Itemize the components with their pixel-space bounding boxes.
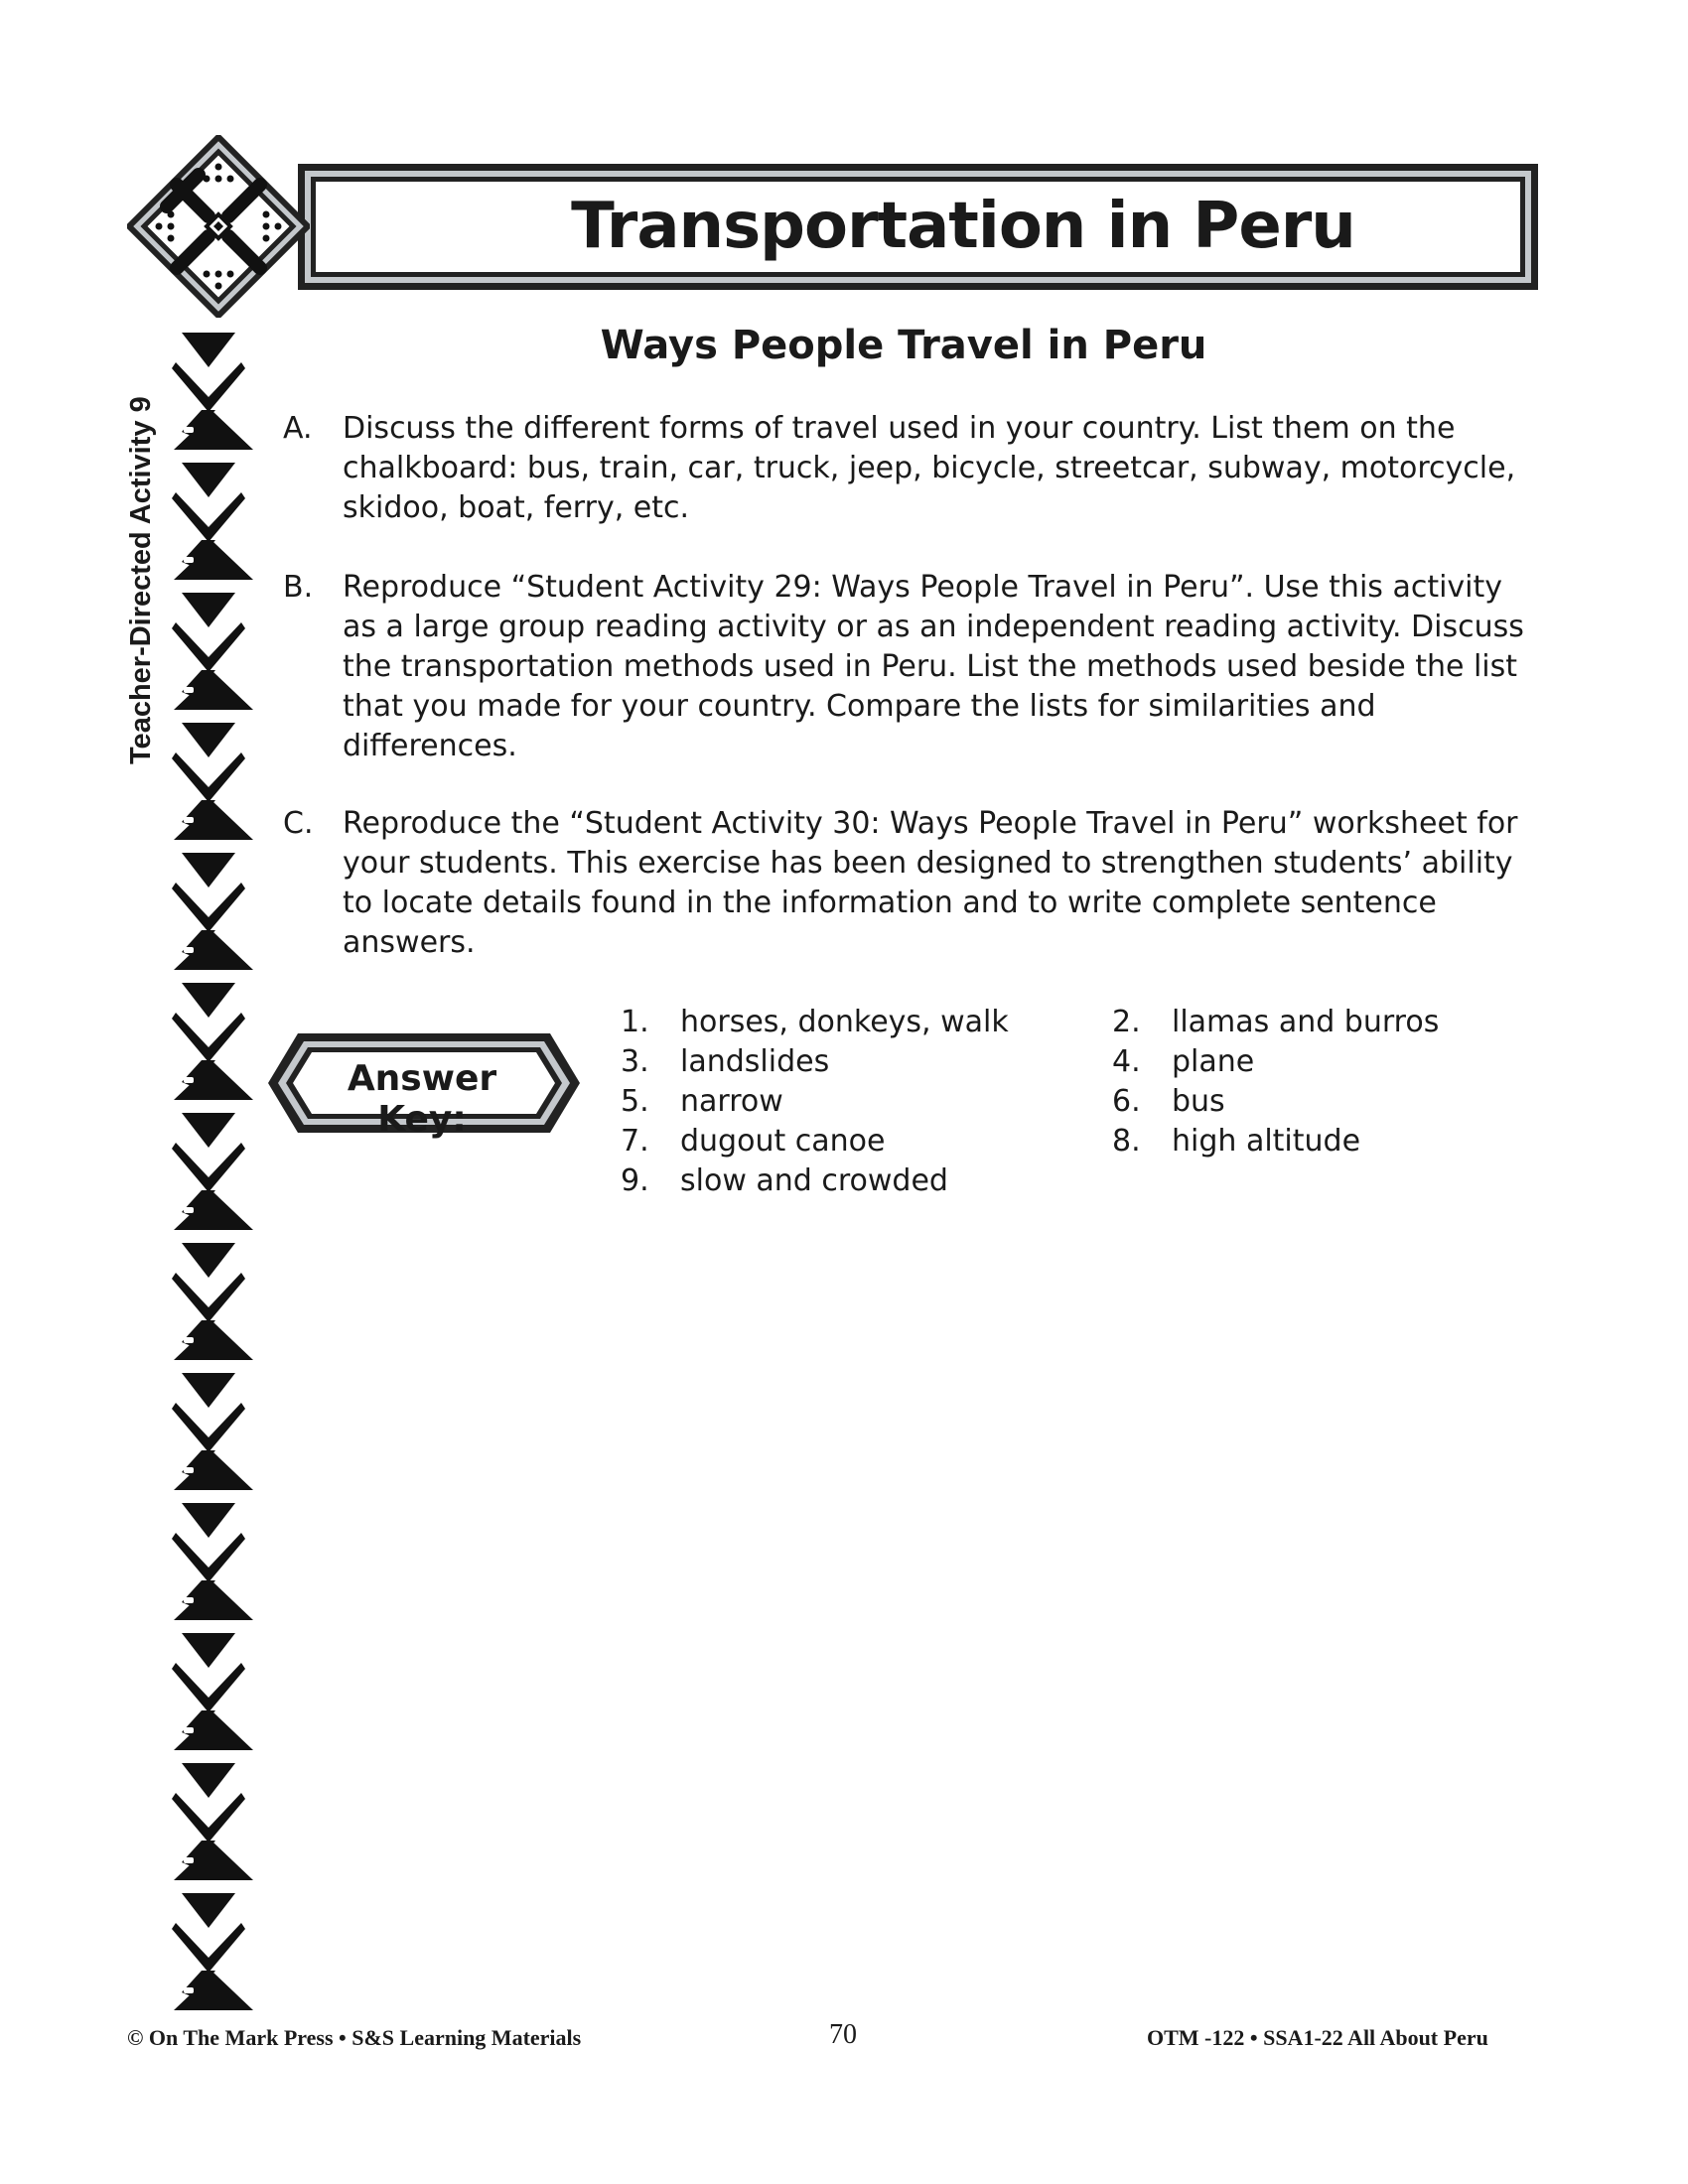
answer-number: 7. [621, 1124, 649, 1159]
answer-number: 4. [1112, 1044, 1141, 1079]
answer-item [621, 1161, 948, 1201]
answer-item [1112, 1003, 1439, 1042]
border-motif-icon [172, 983, 253, 1100]
subtitle: Ways People Travel in Peru [600, 323, 1207, 368]
answer-text: horses, donkeys, walk [680, 1005, 1009, 1039]
border-motif-icon [172, 1243, 253, 1360]
answer-text: high altitude [1172, 1124, 1361, 1159]
side-label: Teacher-Directed Activity 9 [125, 396, 157, 764]
footer-publisher: © On The Mark Press • S&S Learning Materials [127, 2025, 582, 2050]
answer-item [1112, 1122, 1360, 1161]
page-number: 70 [829, 2019, 857, 2050]
border-motif-icon [172, 853, 253, 970]
item-text: Discuss the different forms of travel used in your country. List them on the chalkboard: bus, train, car, truck, jeep, bicycle, streetcar, subway, motorcycle, skidoo, boat, ferry, etc. [343, 411, 1516, 525]
border-motif-icon [172, 723, 253, 840]
answer-text: narrow [680, 1084, 783, 1119]
border-motif-icon [172, 333, 253, 450]
answer-text: dugout canoe [680, 1124, 886, 1159]
answer-number: 6. [1112, 1084, 1141, 1119]
instruction-a [283, 409, 1544, 528]
border-motif-icon [172, 1503, 253, 1620]
answer-key-label: Answer Key: [347, 1058, 497, 1140]
answer-item [621, 1042, 829, 1082]
answer-number: 9. [621, 1163, 649, 1198]
peruvian-border-pattern-icon [169, 333, 258, 2020]
border-motif-icon [172, 1633, 253, 1750]
answer-item [621, 1082, 783, 1122]
answer-text: plane [1172, 1044, 1255, 1079]
item-text: Reproduce “Student Activity 29: Ways People Travel in Peru”. Use this activity as a large group reading activity or as an independent reading activity. Discuss the transportation methods used in Peru. List the methods used beside the list that you made for your country. Compare the lists for similarities and differences. [343, 570, 1524, 763]
answer-text: slow and crowded [680, 1163, 948, 1198]
border-motif-icon [172, 1893, 253, 2010]
border-motif-icon [172, 463, 253, 580]
answer-text: landslides [680, 1044, 830, 1079]
item-letter: B. [283, 570, 314, 605]
border-motif-icon [172, 1113, 253, 1230]
footer-title: OTM -122 • SSA1-22 All About Peru [1147, 2025, 1488, 2050]
answer-item [1112, 1082, 1225, 1122]
border-motif-icon [172, 1763, 253, 1880]
item-text: Reproduce the “Student Activity 30: Ways People Travel in Peru” worksheet for your students. This exercise has been designed to strengthen students’ ability to locate details found in the information and to write complete sentence answers. [343, 806, 1518, 960]
border-motif-icon [172, 593, 253, 710]
answer-text: llamas and burros [1172, 1005, 1440, 1039]
page-title: Transportation in Peru [571, 190, 1355, 263]
diamond-ornament-icon [127, 135, 310, 318]
instruction-b [283, 568, 1544, 766]
answer-number: 5. [621, 1084, 649, 1119]
answer-item [621, 1003, 1009, 1042]
answer-text: bus [1172, 1084, 1225, 1119]
answer-number: 1. [621, 1005, 649, 1039]
answer-number: 2. [1112, 1005, 1141, 1039]
instruction-c [283, 804, 1544, 963]
answer-item [1112, 1042, 1254, 1082]
item-letter: A. [283, 411, 313, 446]
answer-item [621, 1122, 885, 1161]
item-letter: C. [283, 806, 314, 841]
answer-number: 8. [1112, 1124, 1141, 1159]
border-motif-icon [172, 1373, 253, 1490]
answer-number: 3. [621, 1044, 649, 1079]
